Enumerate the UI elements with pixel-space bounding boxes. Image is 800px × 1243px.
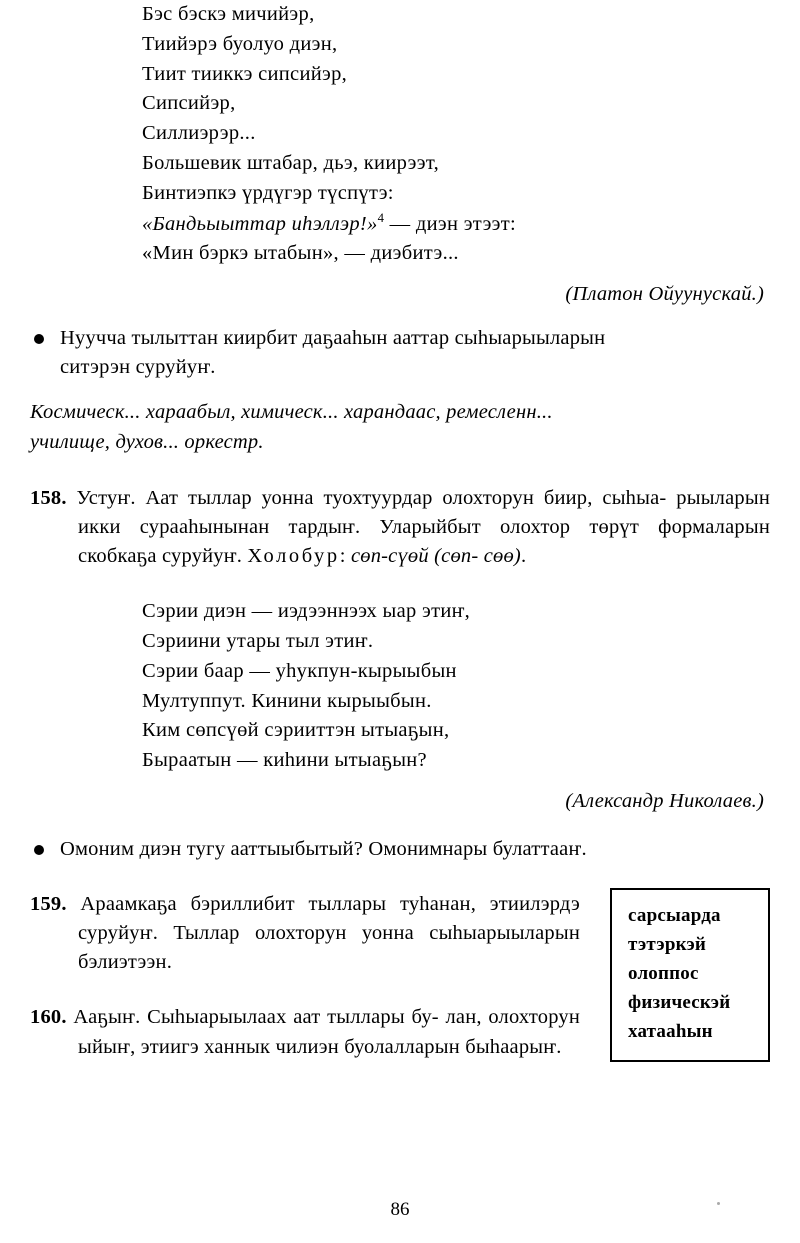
vocabulary-word: хатааһын [628,1020,713,1042]
sample-line-1: Космическ... хараабыл, химическ... харандаас, ремесленн... [30,401,553,424]
task-160-line-1: Ааҕыҥ. Сыһыарыылаах аат тыллары бу- [73,1006,439,1029]
bullet-dot-icon [34,334,44,344]
bullet-exercise-text [60,324,605,382]
bullet-line-2: ситэрэн суруйуҥ. [60,356,216,379]
verse-line: Большевик штабар, дьэ, киирээт, [142,152,440,175]
task-159-line-3: сыһыарыыларын бэлиэтээн. [78,922,580,974]
verse-line: Сипсийэр, [142,92,236,115]
bullet-line-1: Нуучча тылыттан киирбит даҕааһын ааттар сыһыарыыларын [60,327,606,350]
task-158-colon: : [339,545,351,568]
bullet-exercise-1 [30,324,770,382]
task-158-keyword: Холобур [247,545,340,568]
verse-line: Бэс бэскэ мичийэр, [142,3,315,25]
bullet-exercise-2 [30,835,770,864]
verse-block-2 [30,597,770,776]
footnote-marker: 4 [377,210,385,225]
verse-line: «Мин бэркэ ытабын», — диэбитэ... [142,242,459,265]
task-158-example-1: сөп-сүөй (сөп- [350,545,479,568]
bullet-dot-icon [34,845,44,855]
task-158-period: . [520,545,527,568]
verse-line-quote [142,209,770,240]
verse-block-1 [30,0,770,269]
verse-line: Тиит тииккэ сипсийэр, [142,62,348,85]
verse-line: Быраатын — киһини ытыаҕын? [142,749,427,772]
task-159-line-2: этиилэрдэ суруйуҥ. Тыллар олохторун уонна [78,893,581,945]
verse-line: Сэрии диэн — иэдээннээх ыар этиҥ, [142,600,471,623]
verse-quote-tail: — диэн этээт: [384,212,517,235]
task-158-line-2: рыыларын икки сурааһынынан тардыҥ. Уларыйбыт олохтор [78,486,771,538]
verse-line: Бинтиэпкэ үрдүгэр түспүтэ: [142,181,394,204]
task-number: 160. [30,1006,67,1029]
vocabulary-word: олоппос [628,962,699,984]
task-number: 158. [30,486,67,509]
verse-line: Тиийэрэ буолуо диэн, [142,32,338,55]
task-158 [30,484,770,571]
verse-line: Ким сөпсүөй сэрииттэн ытыаҕын, [142,719,450,742]
sample-line-2: училище, духов... оркестр. [30,431,264,454]
verse-line: Сэриини утары тыл этиҥ. [142,629,374,652]
verse-attribution: (Александр Николаев.) [565,790,764,812]
page-number: 86 [390,1199,410,1220]
verse-line: Сэрии баар — уһукпун-кырыыбын [142,659,457,682]
verse-attribution: (Платон Ойуунускай.) [565,283,764,306]
task-158-line-1: Устуҥ. Аат тыллар уонна туохтуурдар олохторун биир, сыһыа- [76,486,667,509]
verse-line: Силлиэрэр... [142,122,256,145]
vocabulary-box [610,888,770,1062]
vocabulary-word: тэтэркэй [628,933,707,955]
vocabulary-word: сарсыарда [628,905,721,926]
vocabulary-word: физическэй [628,991,731,1013]
task-160-line-3: буолалларын быһаарыҥ. [344,1035,562,1058]
task-number: 159. [30,893,67,916]
task-158-example-2: сөө) [483,545,521,568]
exercise-1-sample [30,398,770,457]
verse-line: Мултуппут. Кинини кырыыбын. [142,689,432,712]
task-160-line-2: лан, олохторун ыйыҥ, этиигэ ханнык чилиэн [78,1006,581,1058]
task-159-line-1: Араамкаҕа бэриллибит тыллары туһанан, [80,893,477,916]
task-158-line-3a: төрүт формаларын скобкаҕа суруйуҥ. [78,515,770,568]
bullet-exercise-text: Омоним диэн тугу ааттыыбытый? Омонимнары булаттааҥ. [60,838,587,860]
verse-quote-italic: «Бандьыыттар иһэллэр!» [142,212,378,235]
